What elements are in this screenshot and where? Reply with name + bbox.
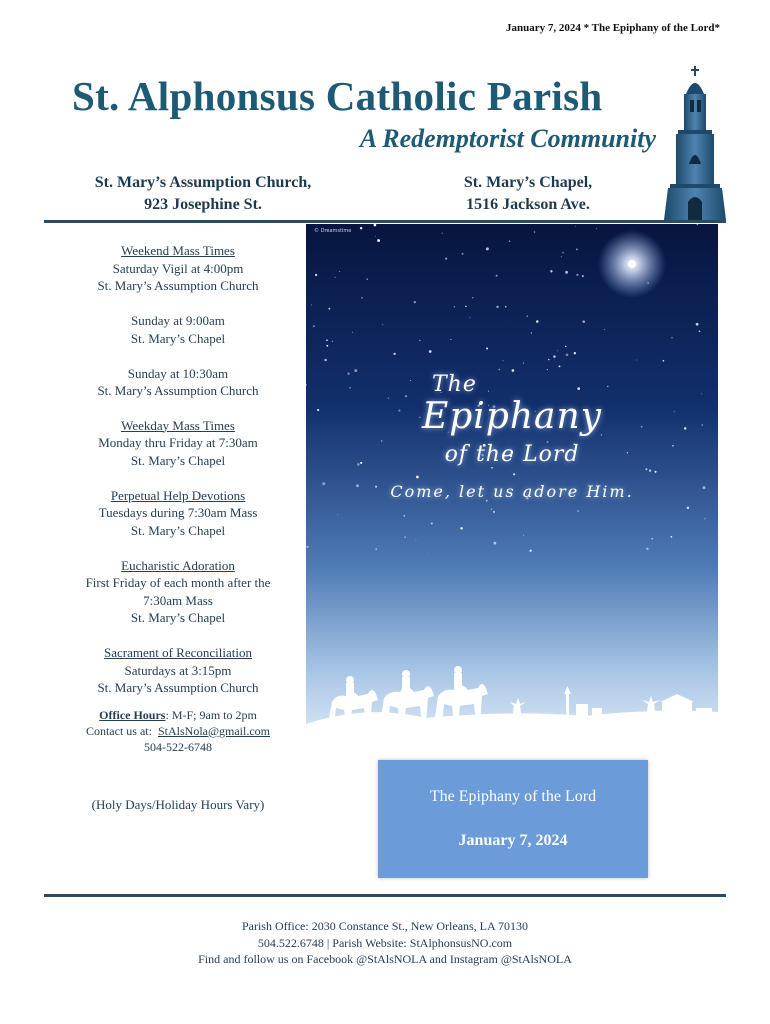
star-dot	[354, 369, 357, 372]
star-dot	[565, 346, 566, 347]
star-dot	[313, 325, 315, 327]
star-dot	[550, 270, 552, 272]
adoration-place: St. Mary’s Chapel	[130, 610, 226, 625]
star-dot	[404, 536, 405, 537]
star-dot	[509, 240, 510, 241]
star-dot	[375, 548, 377, 550]
star-dot	[375, 236, 376, 237]
star-dot	[574, 352, 576, 354]
weekday-mass-heading: Weekday Mass Times	[121, 417, 235, 433]
church-right-name: St. Mary’s Chapel,	[463, 174, 593, 191]
star-dot	[335, 277, 336, 278]
star-dot	[416, 476, 419, 479]
star-dot	[493, 511, 495, 513]
star-dot	[505, 306, 507, 308]
star-dot	[498, 369, 500, 371]
star-dot	[671, 536, 673, 538]
star-dot	[442, 233, 443, 234]
star-dot	[496, 275, 498, 277]
star-dot	[326, 345, 328, 347]
star-dot	[352, 332, 353, 333]
star-dot	[429, 350, 432, 353]
star-dot	[361, 297, 363, 299]
star-dot	[649, 469, 651, 471]
star-dot	[460, 527, 462, 529]
star-dot	[604, 329, 605, 330]
header-divider	[44, 220, 726, 223]
reconciliation-heading: Sacrament of Reconciliation	[103, 645, 252, 660]
star-dot	[326, 339, 328, 341]
church-left-address	[48, 172, 358, 216]
star-dot	[646, 548, 648, 550]
star-dot	[324, 359, 326, 361]
star-dot	[557, 350, 558, 351]
star-dot	[491, 467, 493, 469]
weekday-mass-block	[60, 417, 296, 470]
star-dot	[513, 473, 515, 475]
contact-label: Contact us at:	[85, 723, 158, 738]
sunday-1030-place: St. Mary’s Assumption Church	[97, 383, 259, 398]
star-dot	[503, 360, 504, 361]
star-dot	[496, 306, 499, 309]
star-dot	[491, 508, 493, 510]
office-hours-label: Office Hours	[99, 707, 166, 722]
office-hours-line	[60, 707, 296, 723]
star-dot	[701, 393, 702, 394]
weekday-mass-time: Monday thru Friday at 7:30am	[98, 435, 258, 450]
star-dot	[465, 306, 466, 307]
poster-title-the: The	[432, 372, 477, 397]
church-left-name: St. Mary’s Assumption Church,	[94, 174, 312, 191]
star-dot	[553, 355, 555, 357]
star-dot	[410, 380, 411, 381]
star-dot	[577, 387, 580, 390]
star-dot	[582, 320, 585, 323]
church-right-street: 1516 Jackson Ave.	[466, 196, 590, 213]
feast-date-box	[378, 760, 648, 878]
star-dot	[332, 341, 333, 342]
reconciliation-place: St. Mary’s Assumption Church	[97, 680, 259, 695]
star-dot	[687, 507, 689, 509]
epiphany-poster	[306, 224, 718, 752]
mass-schedule	[60, 242, 296, 755]
star-dot	[559, 365, 561, 367]
star-dot	[315, 274, 317, 276]
star-dot	[337, 514, 338, 515]
saturday-vigil-place: St. Mary’s Assumption Church	[97, 278, 259, 293]
star-dot	[699, 330, 701, 332]
star-dot	[607, 386, 608, 387]
star-dot	[393, 353, 395, 355]
star-dot	[562, 252, 564, 254]
saturday-vigil-time: Saturday Vigil at 4:00pm	[112, 260, 244, 276]
star-dot	[427, 553, 428, 554]
adoration-heading: Eucharistic Adoration	[121, 557, 235, 573]
footer-phone-website: 504.522.6748 | Parish Website: StAlphonsusNO.com	[257, 935, 513, 950]
church-left-street: 923 Josephine St.	[144, 196, 262, 213]
star-dot	[576, 248, 578, 250]
star-dot	[415, 539, 416, 540]
feast-date: January 7, 2024	[458, 832, 568, 849]
star-dot	[382, 324, 383, 325]
star-dot	[454, 306, 455, 307]
contact-line	[60, 723, 296, 739]
star-dot	[431, 522, 433, 524]
star-dot	[462, 253, 464, 255]
star-dot	[576, 274, 578, 276]
star-dot	[328, 308, 330, 310]
star-dot	[523, 363, 524, 364]
parish-footer	[0, 918, 770, 968]
perpetual-help-time: Tuesdays during 7:30am Mass	[98, 505, 258, 520]
star-dot	[696, 323, 699, 326]
office-phone: 504-522-6748	[144, 739, 212, 754]
perpetual-help-place: St. Mary’s Chapel	[130, 522, 226, 538]
star-dot	[565, 271, 568, 274]
star-dot	[349, 387, 351, 389]
star-dot	[534, 231, 536, 233]
star-dot	[654, 471, 656, 473]
weekend-mass-block	[60, 242, 296, 400]
poster-title-of-the-lord: of the Lord	[444, 442, 580, 467]
reconciliation-time: Saturdays at 3:15pm	[124, 662, 232, 678]
star-dot	[339, 271, 340, 272]
footer-address: Parish Office: 2030 Constance St., New Orleans, LA 70130	[241, 919, 529, 933]
star-dot	[636, 360, 637, 361]
star-dot	[306, 546, 308, 548]
star-dot	[531, 332, 532, 333]
parish-title: St. Alphonsus Catholic Parish	[72, 73, 603, 119]
star-dot	[486, 247, 489, 250]
perpetual-help-block	[60, 487, 296, 540]
weekday-mass-place: St. Mary’s Chapel	[130, 452, 226, 468]
star-dot	[486, 348, 488, 350]
star-dot	[472, 297, 474, 299]
star-dot	[596, 228, 597, 229]
star-dot	[469, 317, 470, 318]
sunday-1030-time: Sunday at 10:30am	[127, 365, 229, 381]
weekend-mass-heading: Weekend Mass Times	[121, 243, 235, 258]
star-dot	[494, 542, 497, 545]
star-dot	[523, 535, 524, 536]
adoration-line-2: 7:30am Mass	[143, 592, 213, 608]
star-dot	[450, 339, 451, 340]
star-core	[628, 260, 636, 268]
star-dot	[548, 359, 549, 360]
star-dot	[403, 515, 405, 517]
star-dot	[663, 360, 665, 362]
footer-divider	[44, 894, 726, 897]
star-dot	[414, 301, 416, 303]
adoration-line-1: First Friday of each month after the	[85, 575, 271, 590]
church-tower-illustration	[664, 64, 728, 220]
office-info	[60, 707, 296, 755]
star-dot	[347, 372, 349, 374]
reconciliation-block	[60, 644, 296, 697]
poster-tagline: Come, let us adore Him.	[390, 482, 634, 501]
star-dot	[561, 256, 562, 257]
star-dot	[526, 315, 528, 317]
sunday-9am-time: Sunday at 9:00am	[131, 313, 225, 328]
contact-email-link[interactable]: StAlsNola@gmail.com	[157, 723, 271, 738]
footer-social: Find and follow us on Facebook @StAlsNOLA and Instagram @StAlsNOLA	[198, 952, 572, 966]
star-dot	[577, 510, 578, 511]
star-dot	[377, 239, 380, 242]
star-dot	[651, 538, 653, 540]
star-dot	[645, 468, 647, 470]
star-dot	[419, 340, 421, 342]
star-dot	[311, 304, 312, 305]
parish-subtitle: A Redemptorist Community	[359, 124, 656, 153]
image-credit: © Dreamstime	[314, 228, 352, 234]
sunday-9am-place: St. Mary’s Chapel	[130, 330, 226, 346]
holiday-hours-note: (Holy Days/Holiday Hours Vary)	[91, 797, 265, 812]
star-dot	[671, 337, 672, 338]
star-dot	[530, 550, 532, 552]
issue-date-line: January 7, 2024 * The Epiphany of the Lord*	[505, 22, 720, 34]
feast-name: The Epiphany of the Lord	[429, 788, 597, 805]
star-dot	[536, 320, 539, 323]
star-dot	[582, 275, 584, 277]
star-dot	[360, 227, 362, 229]
poster-title-epiphany: Epiphany	[421, 396, 603, 437]
star-dot	[445, 257, 447, 259]
star-dot	[704, 518, 705, 519]
star-dot	[367, 279, 368, 280]
star-dot	[575, 226, 576, 227]
perpetual-help-heading: Perpetual Help Devotions	[110, 487, 246, 503]
church-right-address	[408, 172, 648, 216]
star-dot	[566, 353, 569, 356]
star-dot	[547, 369, 548, 370]
office-hours-value: : M-F; 9am to 2pm	[165, 707, 257, 722]
adoration-block	[60, 557, 296, 627]
